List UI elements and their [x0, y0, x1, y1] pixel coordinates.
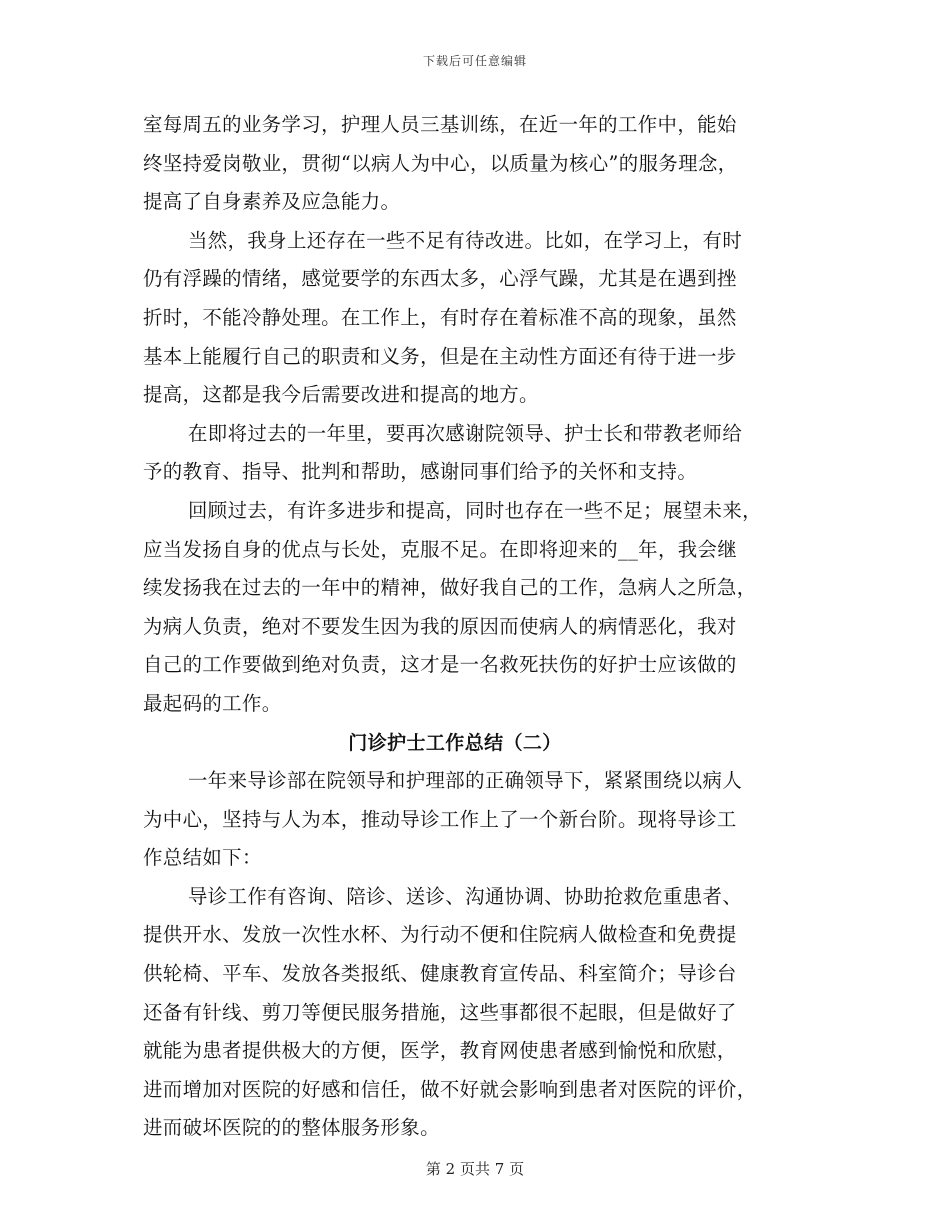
paragraph-line: 予的教育、指导、批判和帮助，感谢同事们给予的关怀和支持。 — [143, 460, 698, 484]
paragraph-line: 供轮椅、平车、发放各类报纸、健康教育宣传品、科室简介；导诊台 — [143, 962, 737, 986]
paragraph-line: 作总结如下： — [143, 846, 262, 870]
paragraph-line: 一年来导诊部在院领导和护理部的正确领导下，紧紧围绕以病人 — [188, 769, 743, 793]
paragraph-line: 进而增加对医院的好感和信任，做不好就会影响到患者对医院的评价， — [143, 1077, 757, 1101]
paragraph-line: 回顾过去，有许多进步和提高，同时也存在一些不足；展望未来， — [188, 498, 762, 522]
paragraph-line: 折时，不能冷静处理。在工作上，有时存在着标准不高的现象，虽然 — [143, 305, 737, 329]
paragraph-line: 导诊工作有咨询、陪诊、送诊、沟通协调、协助抢救危重患者、 — [188, 884, 743, 908]
paragraph-line: 提高，这都是我今后需要改进和提高的地方。 — [143, 383, 539, 407]
page-header: 下载后可任意编辑 — [422, 54, 527, 68]
section-heading: 门诊护士工作总结（二） — [348, 731, 562, 754]
paragraph-line: 在即将过去的一年里，要再次感谢院领导、护士长和带教老师给 — [188, 421, 743, 445]
paragraph-line: 提高了自身素养及应急能力。 — [143, 190, 401, 214]
paragraph-line: 提供开水、发放一次性水杯、为行动不便和住院病人做检查和免费提 — [143, 923, 737, 947]
page-footer: 第 2 页共 7 页 — [425, 1160, 525, 1178]
paragraph-line: 应当发扬自身的优点与长处，克服不足。在即将迎来的__年，我会继 — [143, 537, 738, 561]
paragraph-line: 终坚持爱岗敬业，贯彻“以病人为中心，以质量为核心”的服务理念， — [143, 151, 738, 175]
paragraph-line: 最起码的工作。 — [143, 691, 282, 715]
paragraph-line: 基本上能履行自己的职责和义务，但是在主动性方面还有待于进一步 — [143, 344, 737, 368]
paragraph-line: 室每周五的业务学习，护理人员三基训练，在近一年的工作中，能始 — [143, 113, 737, 136]
paragraph-line: 还备有针线、剪刀等便民服务措施，这些事都很不起眼，但是做好了 — [143, 1000, 737, 1024]
document-body — [143, 106, 805, 1148]
paragraph-line: 仍有浮躁的情绪，感觉要学的东西太多，心浮气躁，尤其是在遇到挫 — [143, 267, 737, 291]
paragraph-line: 为中心，坚持与人为本，推动导诊工作上了一个新台阶。现将导诊工 — [143, 807, 737, 831]
paragraph-line: 当然，我身上还存在一些不足有待改进。比如，在学习上，有时 — [188, 228, 743, 252]
paragraph-line: 为病人负责，绝对不要发生因为我的原因而使病人的病情恶化，我对 — [143, 614, 737, 638]
paragraph-line: 续发扬我在过去的一年中的精神，做好我自己的工作，急病人之所急， — [143, 576, 757, 600]
paragraph-line: 进而破坏医院的的整体服务形象。 — [143, 1116, 440, 1140]
paragraph-line: 自己的工作要做到绝对负责，这才是一名救死扶伤的好护士应该做的 — [143, 653, 737, 677]
paragraph-line: 就能为患者提供极大的方便，医学，教育网使患者感到愉悦和欣慰， — [143, 1039, 737, 1063]
